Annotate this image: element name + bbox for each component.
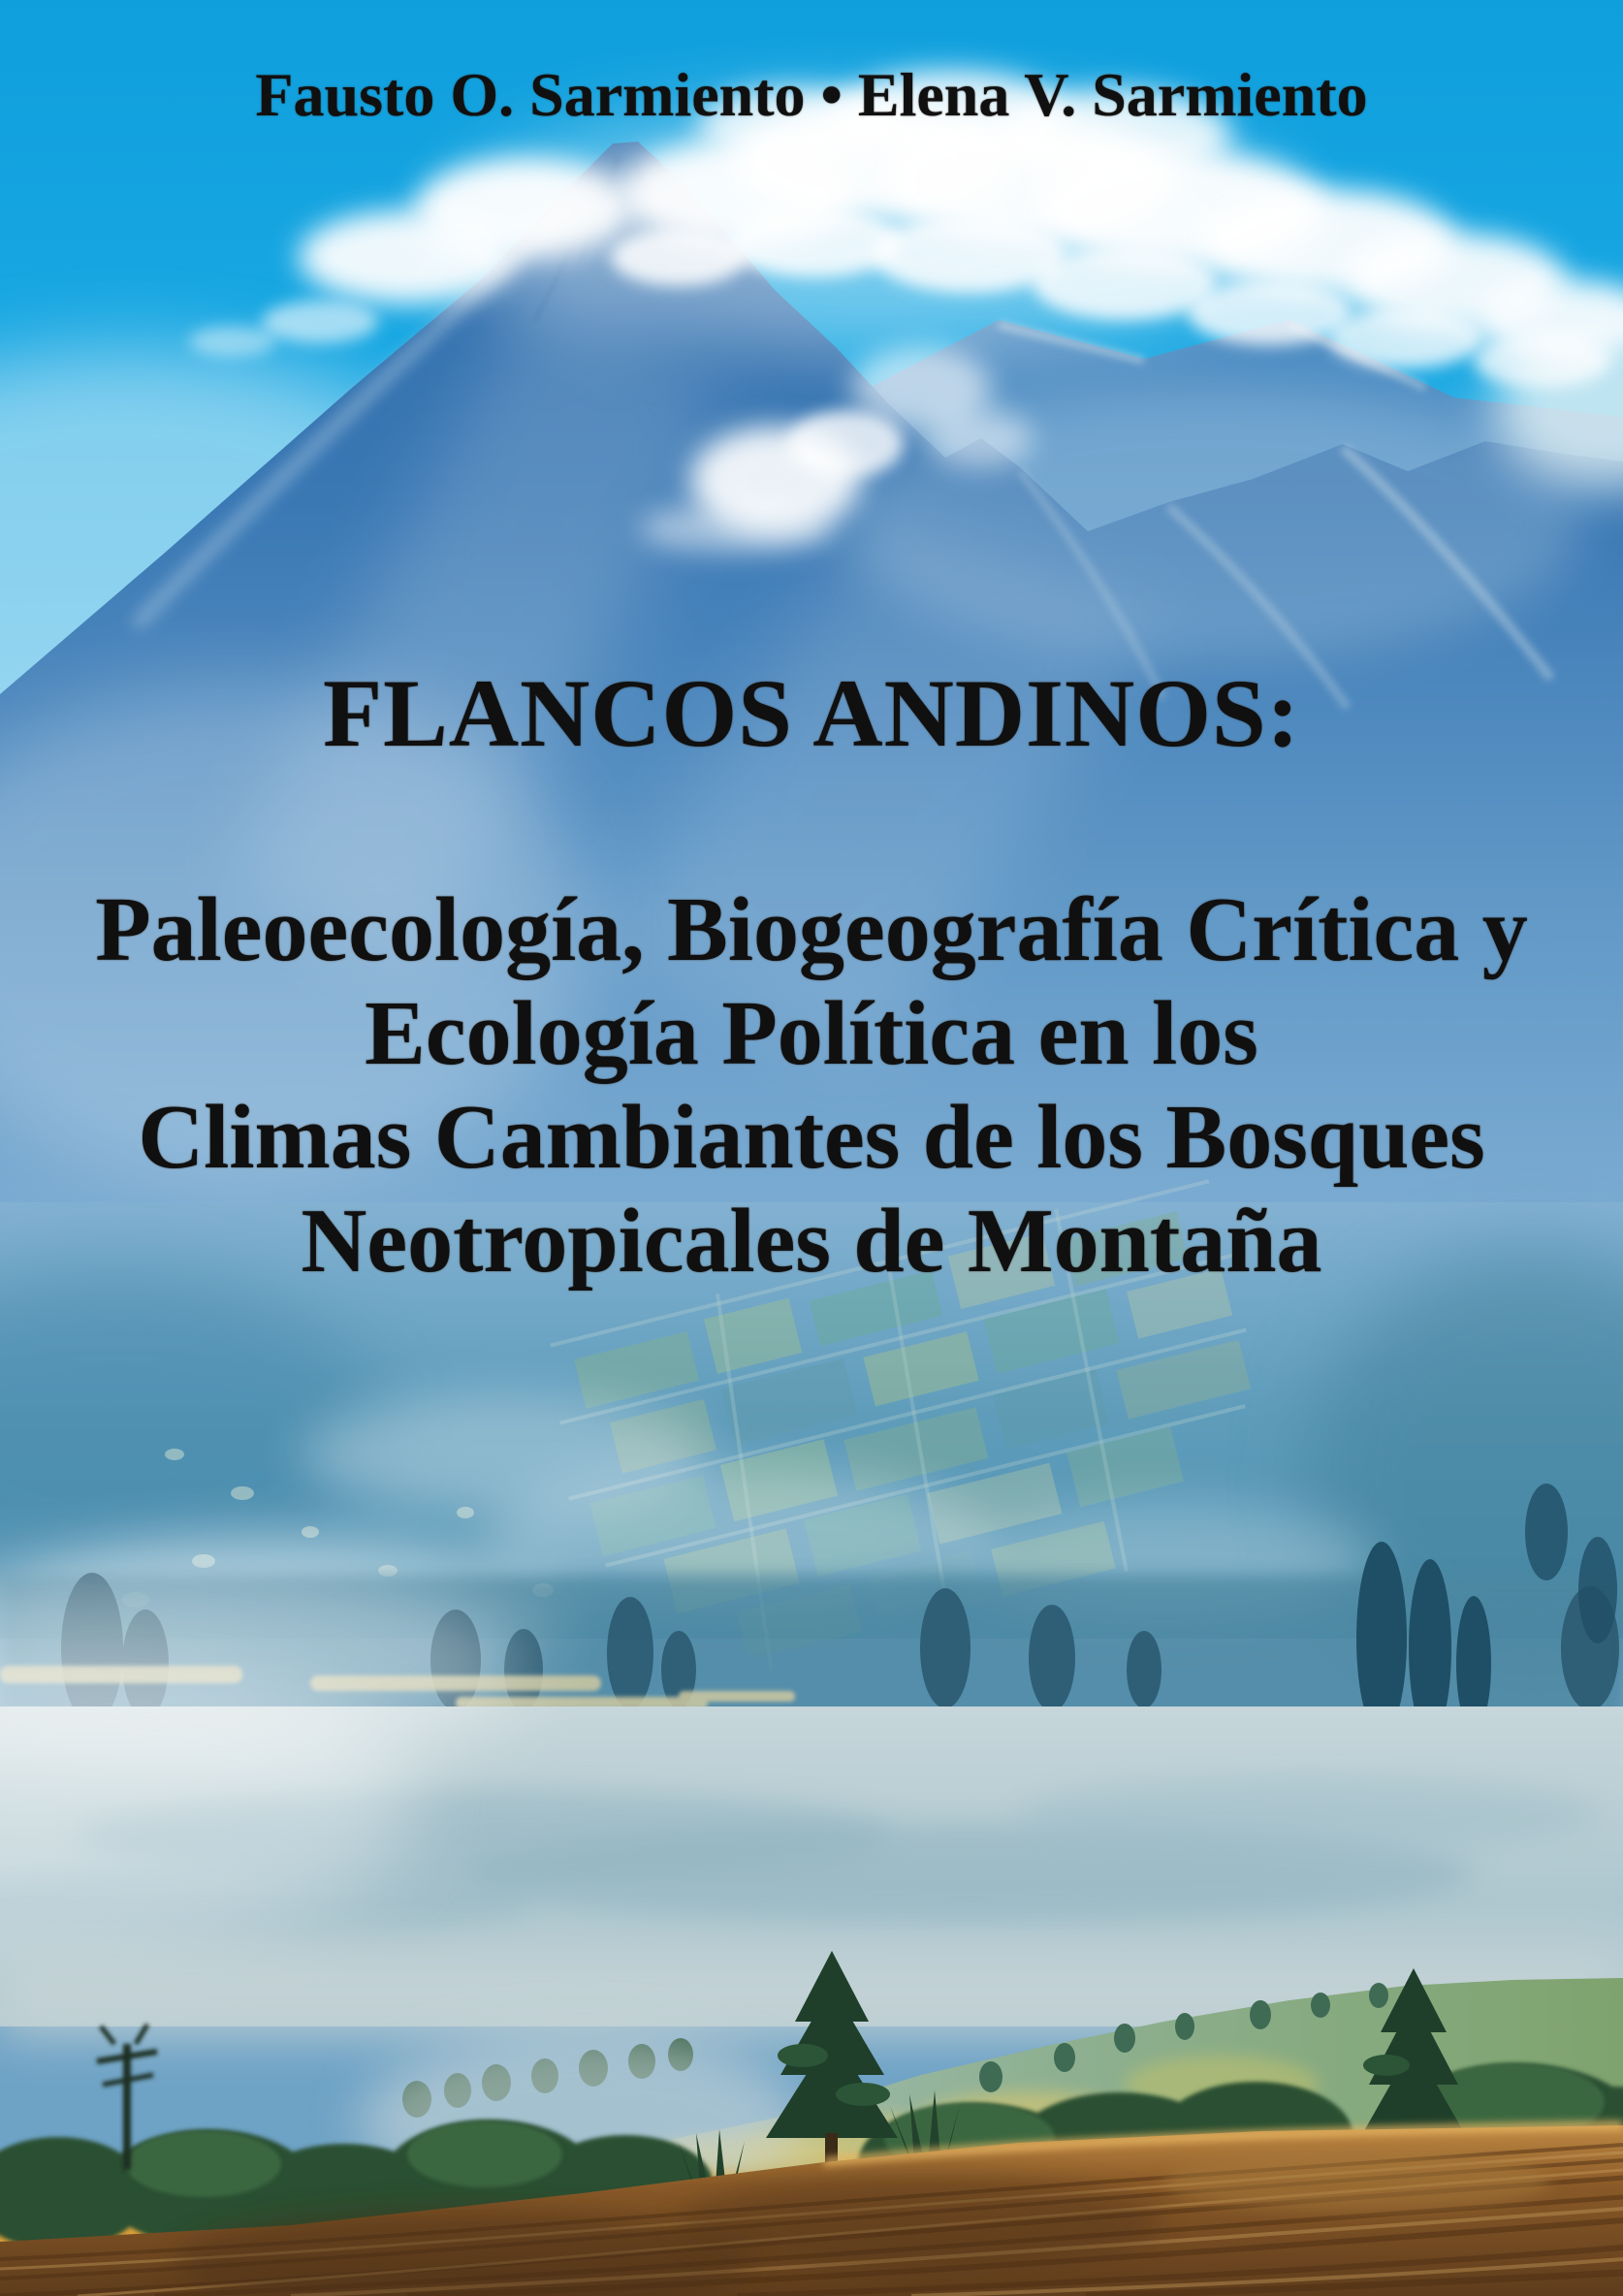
book-title: FLANCOS ANDINOS: [323, 659, 1300, 767]
subtitle-line: Paleoecología, Biogeografía Crítica y [95, 879, 1528, 980]
subtitle-line: Neotropicales de Montaña [301, 1191, 1322, 1292]
authors-line: Fausto O. Sarmiento • Elena V. Sarmiento [255, 60, 1368, 129]
subtitle-line: Climas Cambiantes de los Bosques [138, 1087, 1485, 1188]
subtitle-line: Ecología Política en los [365, 983, 1258, 1084]
book-subtitle [0, 878, 1623, 1293]
